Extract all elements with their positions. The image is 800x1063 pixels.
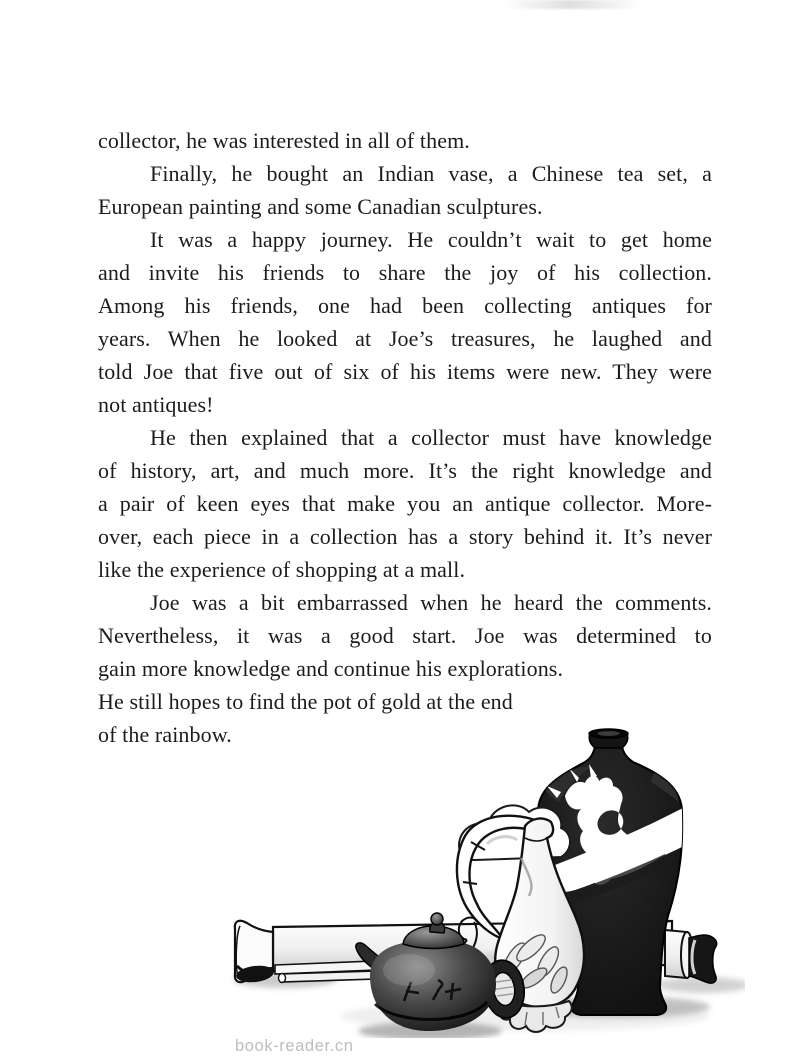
text-line: told Joe that five out of six of his items were new. They were [98, 359, 712, 384]
text-line: of the rainbow. [98, 722, 232, 747]
text-line: of history, art, and much more. It’s the right knowledge and [98, 458, 712, 483]
text-line: It was a happy journey. He couldn’t wait to get home [150, 227, 712, 252]
text-line: Nevertheless, it was a good start. Joe was determined to [98, 623, 712, 648]
text-line: gain more knowledge and continue his explorations. [98, 656, 564, 681]
text-line: like the experience of shopping at a mall. [98, 557, 466, 582]
scan-artifact [505, 0, 635, 9]
scroll-left-cap [235, 921, 275, 984]
text-line: He still hopes to find the pot of gold at the end [98, 689, 513, 714]
text-line: Finally, he bought an Indian vase, a Chinese tea set, a [150, 161, 712, 186]
text-line: and invite his friends to share the joy of his collection. [98, 260, 712, 285]
text-line: years. When he looked at Joe’s treasures, he laughed and [98, 326, 712, 351]
text-line: European painting and some Canadian sculptures. [98, 194, 543, 219]
antiques-illustration [225, 726, 745, 1038]
text-line: Among his friends, one had been collecting antiques for [98, 293, 712, 318]
text-line: He then explained that a collector must have knowledge [150, 425, 712, 450]
scroll-right-cap [665, 930, 717, 983]
watermark: book-reader.cn [235, 1037, 354, 1055]
text-line: Joe was a bit embarrassed when he heard the comments. [150, 590, 712, 615]
text-line: not antiques! [98, 392, 214, 417]
text-line: over, each piece in a collection has a story behind it. It’s never [98, 524, 712, 549]
text-block [98, 124, 712, 751]
text-line: a pair of keen eyes that make you an antique collector. More- [98, 491, 712, 516]
text-line: collector, he was interested in all of them. [98, 128, 470, 153]
